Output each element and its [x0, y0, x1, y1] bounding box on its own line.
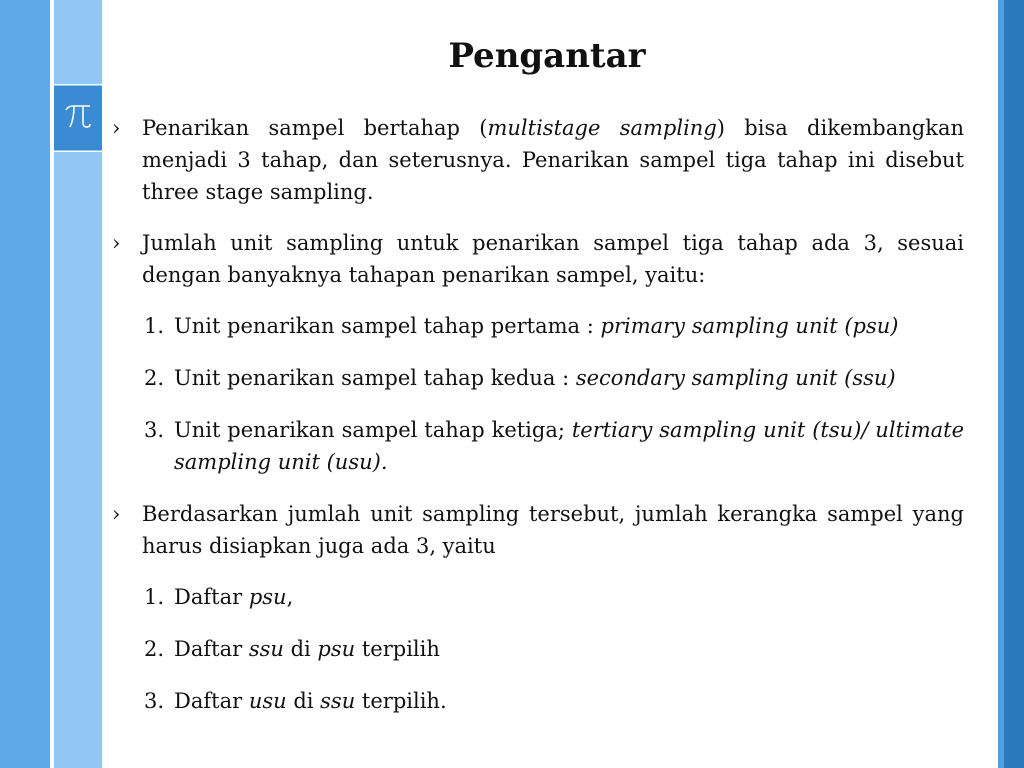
bullet-text: Penarikan sampel bertahap ( — [142, 116, 488, 140]
sampling-frame-list — [112, 581, 964, 717]
list-text: terpilih — [355, 637, 440, 661]
list-item — [112, 633, 964, 665]
list-text: Unit penarikan sampel tahap kedua : — [174, 366, 576, 390]
list-text: Unit penarikan sampel tahap pertama : — [174, 314, 601, 338]
list-emphasis: primary sampling unit (psu) — [600, 314, 899, 338]
list-emphasis: psu — [248, 585, 287, 609]
logo-divider-bottom — [50, 151, 104, 152]
bullet-marker-icon: › — [112, 116, 121, 140]
list-emphasis: secondary sampling unit (ssu) — [575, 366, 896, 390]
bullet-marker-icon: › — [112, 231, 121, 255]
bullet-text: ) bisa dikembangkan menjadi 3 tahap, dan seterusnya. Penarikan sampel tiga tahap ini disebut three stage sampling. — [142, 116, 964, 204]
list-text: di — [283, 637, 318, 661]
list-emphasis: tertiary sampling unit (tsu)/ ultimate sampling unit (usu). — [174, 418, 964, 474]
bullet-marker-icon: › — [112, 502, 121, 526]
left-stripe-dark — [0, 0, 50, 768]
list-item — [112, 685, 964, 717]
list-number: 1. — [144, 314, 165, 338]
list-number: 3. — [144, 689, 165, 713]
list-text: Daftar — [174, 637, 249, 661]
slide-body — [112, 112, 964, 737]
bullet-text: Jumlah unit sampling untuk penarikan sampel tiga tahap ada 3, sesuai dengan banyaknya tahapan penarikan sampel, yaitu: — [142, 231, 964, 287]
list-item — [112, 414, 964, 478]
bullet-item — [112, 112, 964, 208]
logo-divider-top — [50, 84, 104, 85]
slide-title: Pengantar — [448, 36, 646, 76]
list-emphasis: usu — [248, 689, 287, 713]
list-number: 2. — [144, 637, 165, 661]
list-number: 2. — [144, 366, 165, 390]
list-number: 3. — [144, 418, 165, 442]
pi-icon — [63, 101, 93, 135]
list-item — [112, 362, 964, 394]
bullet-item — [112, 498, 964, 562]
right-stripe-dark — [1004, 0, 1024, 768]
sampling-unit-list — [112, 310, 964, 478]
list-text: di — [286, 689, 321, 713]
bullet-emphasis: multistage sampling — [487, 116, 717, 140]
list-item — [112, 581, 964, 613]
bullet-item — [112, 227, 964, 291]
list-emphasis: ssu — [320, 689, 356, 713]
list-item — [112, 310, 964, 342]
list-emphasis: ssu — [248, 637, 284, 661]
list-text: terpilih. — [355, 689, 447, 713]
list-emphasis: psu — [317, 637, 356, 661]
logo-box — [54, 86, 102, 150]
list-text: Daftar — [174, 689, 249, 713]
list-text: Daftar — [174, 585, 249, 609]
list-number: 1. — [144, 585, 165, 609]
list-text: , — [286, 585, 294, 609]
list-text: Unit penarikan sampel tahap ketiga; — [174, 418, 572, 442]
bullet-text: Berdasarkan jumlah unit sampling tersebut, jumlah kerangka sampel yang harus disiapkan juga ada 3, yaitu — [142, 502, 964, 558]
